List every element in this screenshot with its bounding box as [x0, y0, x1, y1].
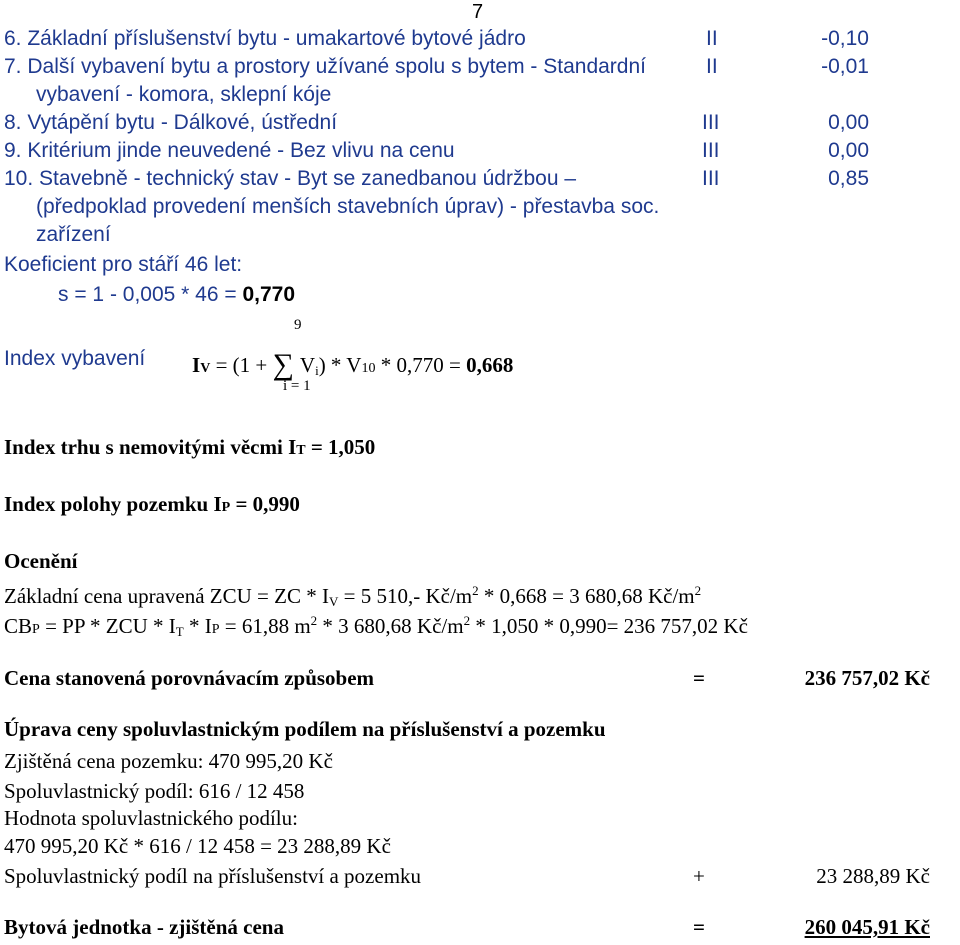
cbp-text: * I [183, 614, 212, 638]
list-item-class: III [702, 111, 720, 134]
final-label: Bytová jednotka - zjištěná cena [4, 915, 284, 939]
index-polohy-value: = 0,990 [230, 492, 300, 516]
cena-porovnavaci-value: 236 757,02 Kč [804, 666, 930, 690]
zcu-text: Základní cena upravená ZCU = ZC * I [4, 584, 329, 608]
index-trhu-sub: T [296, 443, 306, 458]
podil-value: 23 288,89 Kč [816, 864, 930, 888]
zcu-line [4, 584, 701, 608]
zcu-text: * 0,668 = 3 680,68 Kč/m [478, 584, 695, 608]
oceneni-heading: Ocenění [4, 549, 78, 573]
cbp-sup: 2 [463, 613, 471, 628]
age-heading: Koeficient pro stáří 46 let: [4, 253, 243, 276]
list-item-label-cont: zařízení [36, 223, 111, 246]
list-item-class: III [702, 139, 720, 162]
list-item-class: II [706, 55, 718, 78]
v-subscript: i [315, 363, 319, 378]
age-formula-text: s = 1 - 0,005 * 46 = [58, 283, 243, 306]
cena-porovnavaci-sign: = [693, 666, 705, 690]
iv-result: 0,668 [466, 353, 514, 377]
cbp-sub: T [175, 624, 184, 639]
formula-part: ) * V [318, 353, 362, 377]
cbp-text: * 3 680,68 Kč/m [317, 614, 464, 638]
cbp-text: = PP * ZCU * I [39, 614, 176, 638]
list-item-label: 9. Kritérium jinde neuvedené - Bez vlivu na cenu [4, 139, 455, 162]
list-item-value: 0,85 [828, 167, 869, 190]
uprava-line: Zjištěná cena pozemku: 470 995,20 Kč [4, 749, 333, 773]
cbp-sub: P [211, 622, 220, 637]
uprava-line: Hodnota spoluvlastnického podílu: [4, 806, 298, 830]
uprava-line: 470 995,20 Kč * 616 / 12 458 = 23 288,89 Kč [4, 834, 391, 858]
list-item-class: III [702, 167, 720, 190]
index-polohy-text: Index polohy pozemku I [4, 492, 222, 516]
cbp-sup: 2 [310, 613, 318, 628]
uprava-heading: Úprava ceny spoluvlastnickým podílem na příslušenství a pozemku [4, 717, 606, 741]
list-item-label: 7. Další vybavení bytu a prostory užívané spolu s bytem - Standardní [4, 55, 646, 78]
age-result: 0,770 [242, 283, 296, 306]
index-polohy [4, 494, 300, 515]
cbp-line [4, 614, 748, 638]
list-item-value: 0,00 [828, 139, 869, 162]
page-number: 7 [472, 1, 484, 23]
v10-subscript: 10 [361, 361, 376, 376]
final-sign: = [693, 915, 705, 939]
index-trhu-text: Index trhu s nemovitými věcmi I [4, 435, 297, 459]
list-item-label: 10. Stavebně - technický stav - Byt se zanedbanou údržbou – [4, 167, 577, 190]
cena-porovnavaci-label: Cena stanovená porovnávacím způsobem [4, 666, 375, 690]
index-vybaveni-formula [192, 348, 514, 381]
zcu-sup: 2 [694, 583, 702, 598]
zcu-sub: V [328, 594, 339, 609]
list-item-value: 0,00 [828, 111, 869, 134]
list-item-value: -0,10 [821, 27, 869, 50]
age-formula [58, 284, 295, 305]
zcu-sup: 2 [472, 583, 479, 598]
iv-subscript: V [200, 361, 211, 376]
index-vybaveni-label: Index vybavení [4, 347, 146, 370]
list-item-class: II [706, 27, 718, 50]
cbp-text: = 61,88 m [219, 614, 311, 638]
list-item-label-cont: (předpoklad provedení menších stavebních úprav) - přestavba soc. [36, 195, 660, 218]
sigma-symbol: ∑ [272, 348, 294, 381]
cbp-sub: P [32, 622, 40, 637]
zcu-text: = 5 510,- Kč/m [338, 584, 473, 608]
formula-part: * 0,770 = [375, 353, 467, 377]
cbp-text: CB [4, 614, 33, 638]
iv-symbol: I [192, 353, 201, 377]
index-polohy-sub: P [221, 500, 231, 515]
podil-sign: + [693, 864, 705, 888]
index-trhu-value: = 1,050 [305, 435, 376, 459]
uprava-line: Spoluvlastnický podíl: 616 / 12 458 [4, 779, 305, 803]
cbp-text: * 1,050 * 0,990= 236 757,02 Kč [470, 614, 748, 638]
sum-upper-limit: 9 [294, 317, 302, 333]
list-item-value: -0,01 [821, 55, 869, 78]
podil-label: Spoluvlastnický podíl na příslušenství a pozemku [4, 864, 422, 888]
final-value: 260 045,91 Kč [804, 915, 930, 939]
formula-part: = (1 + [210, 353, 273, 377]
sum-lower-limit: i = 1 [283, 378, 311, 394]
list-item-label: 6. Základní příslušenství bytu - umakartové bytové jádro [4, 27, 526, 50]
index-trhu [4, 437, 375, 458]
list-item-label: 8. Vytápění bytu - Dálkové, ústřední [4, 111, 338, 134]
v-symbol: V [299, 353, 316, 377]
list-item-label-cont: vybavení - komora, sklepní kóje [36, 83, 332, 106]
